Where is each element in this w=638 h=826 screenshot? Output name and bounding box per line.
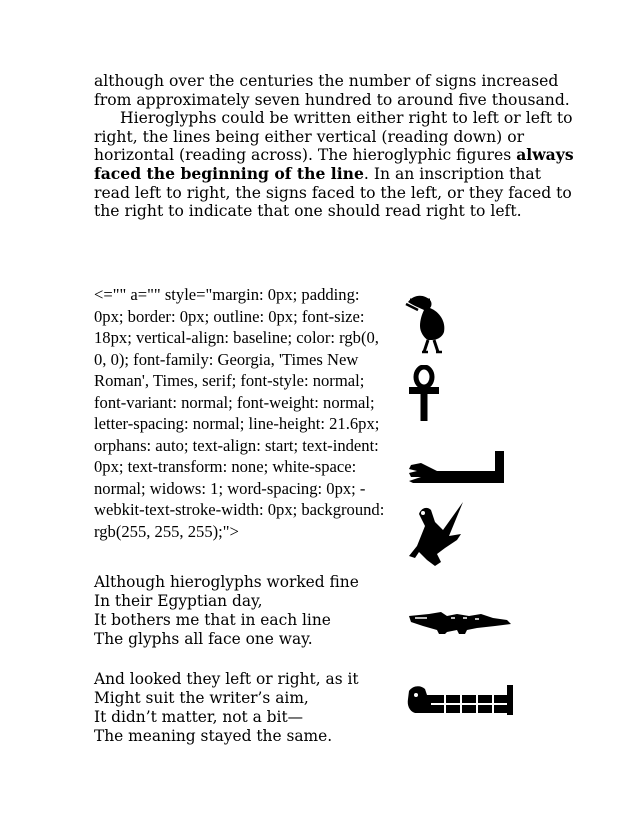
bird-icon: [405, 500, 467, 570]
poem-line: It bothers me that in each line: [94, 611, 331, 629]
poem-line: The meaning stayed the same.: [94, 727, 333, 745]
code-line: 0px; border: 0px; outline: 0px; font-size:: [94, 306, 365, 326]
poem-line: Might suit the writer’s aim,: [94, 689, 309, 707]
code-line: font-variant: normal; font-weight: normal;: [94, 392, 375, 412]
poem-line: The glyphs all face one way.: [94, 630, 313, 648]
code-line: 18px; vertical-align: baseline; color: rgb(0,: [94, 328, 379, 347]
emphasis-text: always: [516, 145, 574, 165]
paragraph-text: . In an inscription that: [363, 164, 541, 183]
paragraph-text: horizontal (reading across). The hieroglyphic figures: [94, 146, 517, 165]
raw-style-text: [94, 284, 394, 542]
code-line: letter-spacing: normal; line-height: 21.6px;: [94, 414, 380, 433]
code-line: 0, 0); font-family: Georgia, 'Times New: [94, 349, 359, 369]
intro-paragraph: [94, 72, 574, 221]
arm-icon: [407, 449, 507, 487]
paragraph-line: read left to right, the signs faced to the left, or they faced to: [94, 183, 572, 202]
poem-stanza-2: [94, 670, 414, 746]
code-line: orphans: auto; text-align: start; text-indent:: [94, 435, 379, 455]
paragraph-line: although over the centuries the number of signs increased: [94, 72, 559, 90]
code-line: <="" a="" style="margin: 0px; padding:: [94, 285, 360, 304]
paragraph-line: from approximately seven hundred to around five thousand.: [94, 90, 570, 109]
paragraph-line: Hieroglyphs could be written either right to left or left to: [120, 109, 573, 128]
paragraph-line: [94, 165, 554, 184]
emphasis-text: faced the beginning of the line: [94, 163, 364, 183]
poem-stanza-1: [94, 573, 414, 649]
ankh-icon: [407, 365, 441, 423]
mummy-icon: [405, 683, 517, 719]
code-line: rgb(255, 255, 255);">: [94, 521, 239, 541]
poem-line: It didn’t matter, not a bit—: [94, 708, 304, 726]
code-line: webkit-text-stroke-width: 0px; background:: [94, 500, 385, 519]
ibis-icon: [404, 292, 456, 354]
code-line: 0px; text-transform: none; white-space:: [94, 457, 357, 476]
code-line: normal; widows: 1; word-spacing: 0px; -: [94, 478, 366, 498]
poem-line: And looked they left or right, as it: [94, 670, 359, 688]
code-line: Roman', Times, serif; font-style: normal;: [94, 371, 365, 390]
paragraph-line: the right to indicate that one should read right to left.: [94, 202, 522, 221]
poem-line: Although hieroglyphs worked fine: [94, 573, 359, 591]
poem-line: In their Egyptian day,: [94, 592, 263, 610]
crocodile-icon: [407, 606, 513, 636]
paragraph-line: [94, 145, 574, 165]
paragraph-line: right, the lines being either vertical (reading down) or: [94, 127, 525, 146]
